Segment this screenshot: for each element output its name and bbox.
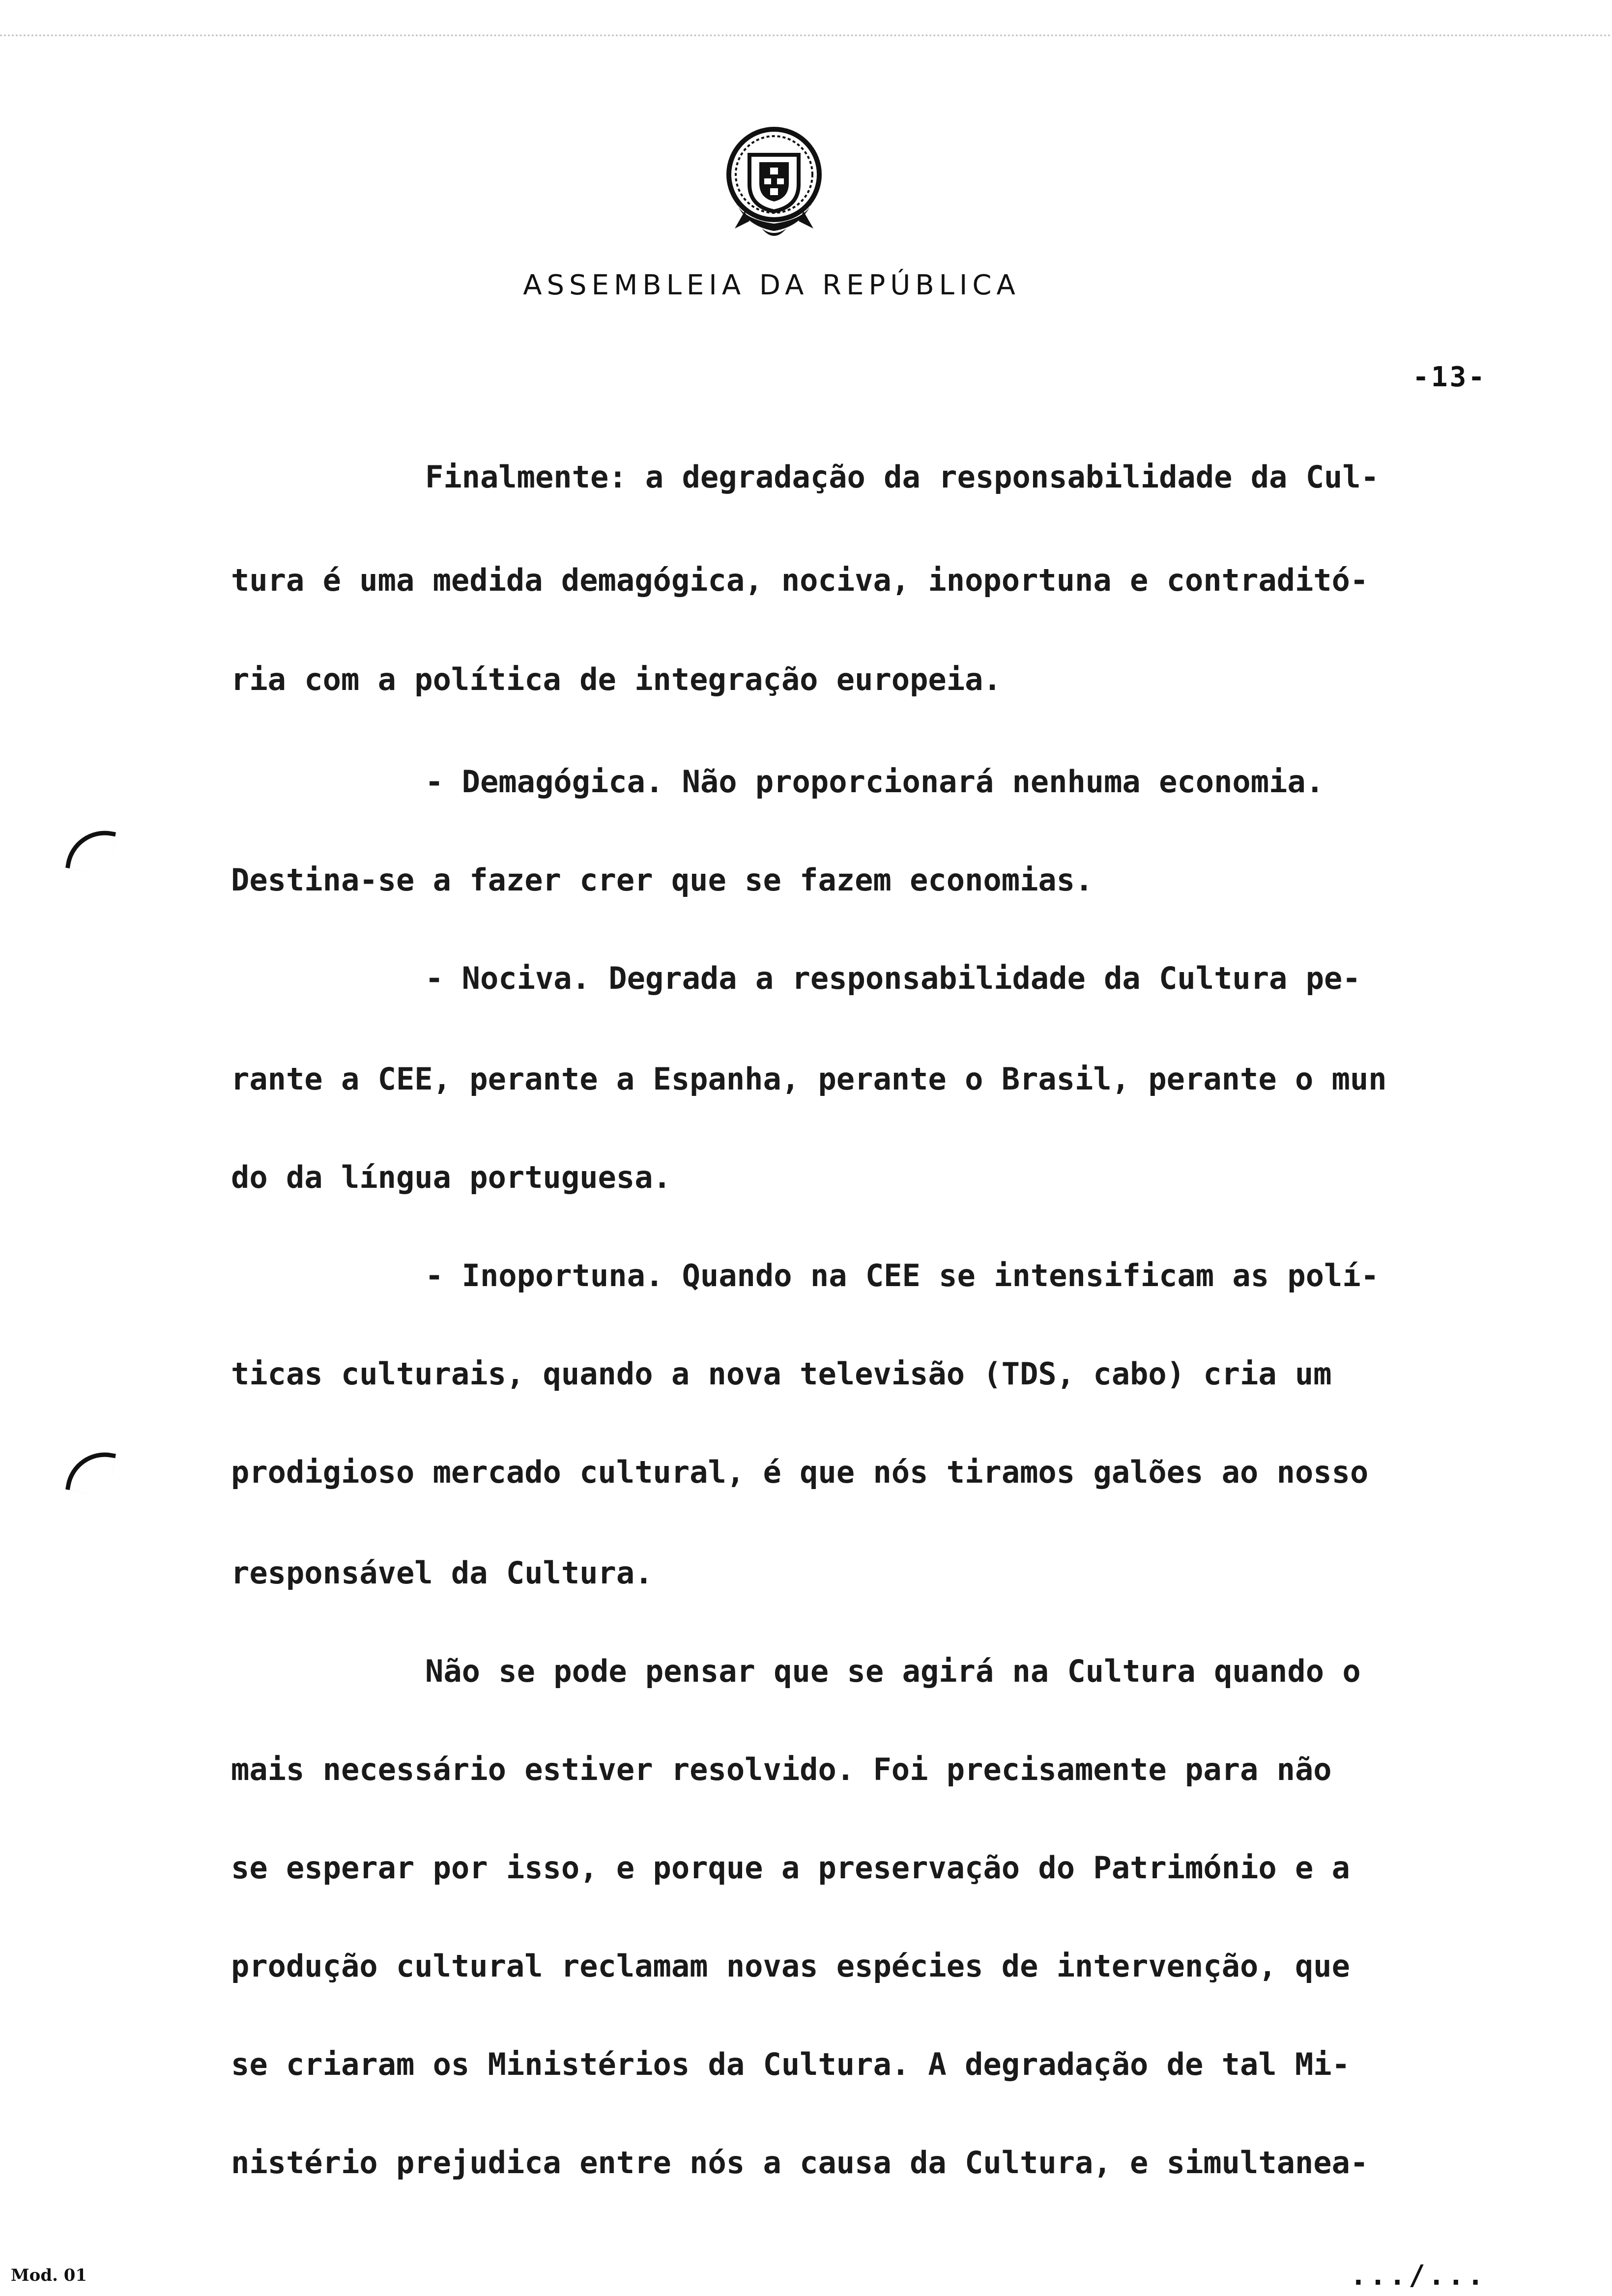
- body-line: - Inoportuna. Quando na CEE se intensificam as polí-: [425, 1258, 1380, 1293]
- body-line: - Demagógica. Não proporcionará nenhuma economia.: [425, 764, 1324, 800]
- body-line: mais necessário estiver resolvido. Foi precisamente para não: [231, 1751, 1332, 1787]
- body-line: ticas culturais, quando a nova televisão (TDS, cabo) cria um: [231, 1356, 1332, 1392]
- body-line: Destina-se a fazer crer que se fazem economias.: [231, 862, 1094, 898]
- body-line: - Nociva. Degrada a responsabilidade da Cultura pe-: [425, 960, 1361, 996]
- hole-punch-mark: [65, 825, 116, 875]
- body-line: tura é uma medida demagógica, nociva, inoportuna e contraditó-: [231, 562, 1369, 598]
- scan-noise-edge: [0, 34, 1612, 41]
- body-line: Não se pode pensar que se agirá na Cultura quando o: [425, 1653, 1361, 1689]
- body-line: do da língua portuguesa.: [231, 1159, 671, 1195]
- portuguese-coat-of-arms-icon: [715, 125, 833, 246]
- body-line: prodigioso mercado cultural, é que nós tiramos galões ao nosso: [231, 1454, 1369, 1490]
- body-line: se esperar por isso, e porque a preservação do Património e a: [231, 1850, 1350, 1886]
- body-line: ria com a política de integração europeia.: [231, 661, 1002, 697]
- body-line: responsável da Cultura.: [231, 1555, 653, 1591]
- institution-title: ASSEMBLEIA DA REPÚBLICA: [523, 269, 1020, 301]
- body-line: produção cultural reclamam novas espécies de intervenção, que: [231, 1948, 1350, 1984]
- hole-punch-mark: [65, 1446, 116, 1497]
- body-line: se criaram os Ministérios da Cultura. A degradação de tal Mi-: [231, 2046, 1350, 2082]
- form-model-label: Mod. 01: [11, 2266, 87, 2285]
- body-line: nistério prejudica entre nós a causa da Cultura, e simultanea-: [231, 2145, 1369, 2181]
- page-number: -13-: [1412, 361, 1487, 393]
- body-line: Finalmente: a degradação da responsabilidade da Cul-: [425, 459, 1380, 495]
- continuation-mark: .../...: [1350, 2260, 1487, 2292]
- body-line: rante a CEE, perante a Espanha, perante o Brasil, perante o mun: [231, 1061, 1387, 1097]
